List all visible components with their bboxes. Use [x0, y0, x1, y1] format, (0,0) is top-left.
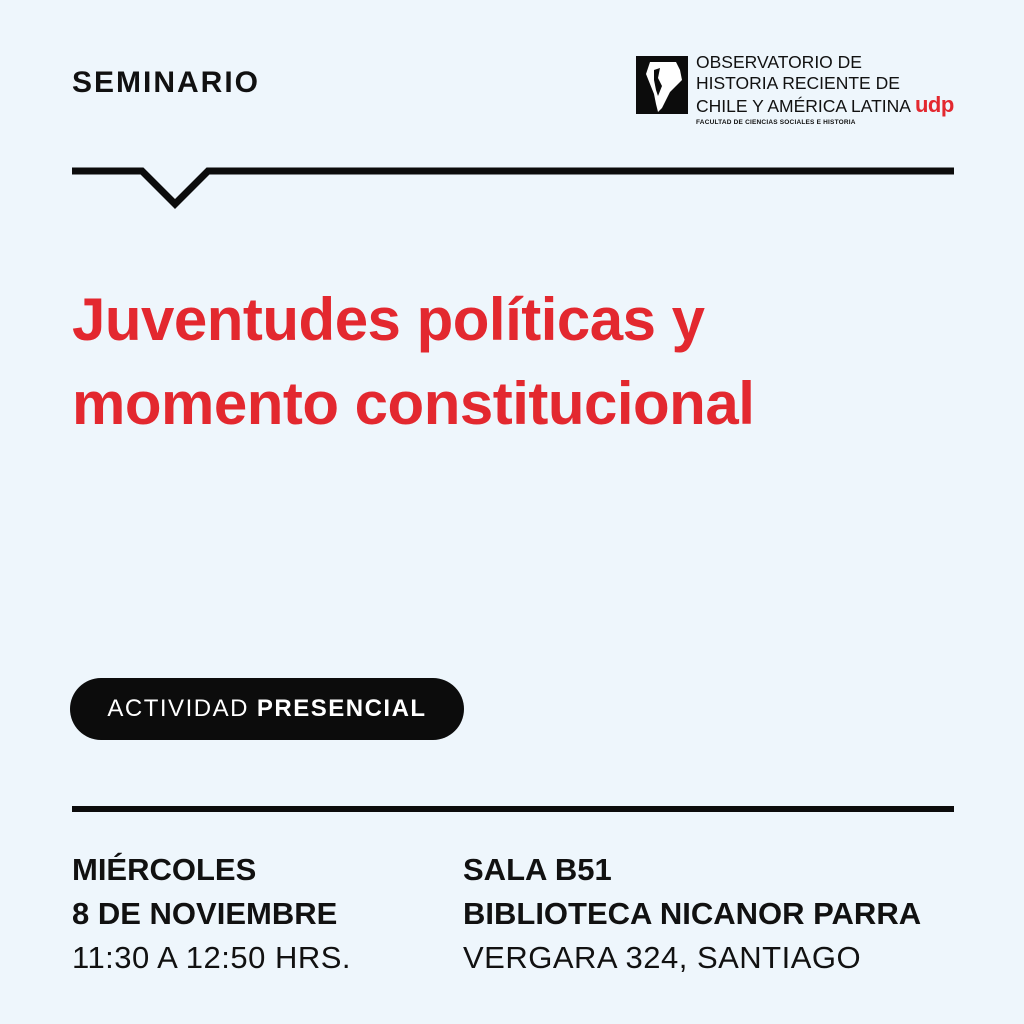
badge-emphasis: PRESENCIAL — [256, 695, 427, 722]
event-day: MIÉRCOLES — [72, 852, 257, 887]
event-datetime — [72, 848, 351, 980]
event-type-label: SEMINARIO — [72, 66, 261, 99]
event-room: SALA B51 — [463, 852, 612, 887]
logo-line-3: CHILE Y AMÉRICA LATINA — [696, 96, 911, 116]
event-title — [72, 278, 972, 446]
event-title-line-2: momento constitucional — [72, 370, 755, 437]
event-address: VERGARA 324, SANTIAGO — [463, 940, 862, 975]
logo-subtitle: FACULTAD DE CIENCIAS SOCIALES E HISTORIA — [696, 119, 856, 126]
bottom-divider — [72, 806, 954, 812]
top-divider — [72, 158, 954, 214]
south-america-map-icon — [636, 56, 688, 114]
event-title-line-1: Juventudes políticas y — [72, 286, 705, 353]
event-building: BIBLIOTECA NICANOR PARRA — [463, 896, 922, 931]
attendance-badge — [70, 678, 464, 740]
event-location — [463, 848, 921, 980]
logo-line-2: HISTORIA RECIENTE DE — [696, 73, 900, 93]
udp-brand: udp — [914, 92, 954, 117]
badge-prefix: ACTIVIDAD — [107, 695, 249, 722]
observatorio-logo — [636, 52, 966, 134]
event-date: 8 DE NOVIEMBRE — [72, 896, 338, 931]
event-time: 11:30 A 12:50 HRS. — [72, 940, 352, 975]
logo-line-1: OBSERVATORIO DE — [696, 52, 862, 72]
